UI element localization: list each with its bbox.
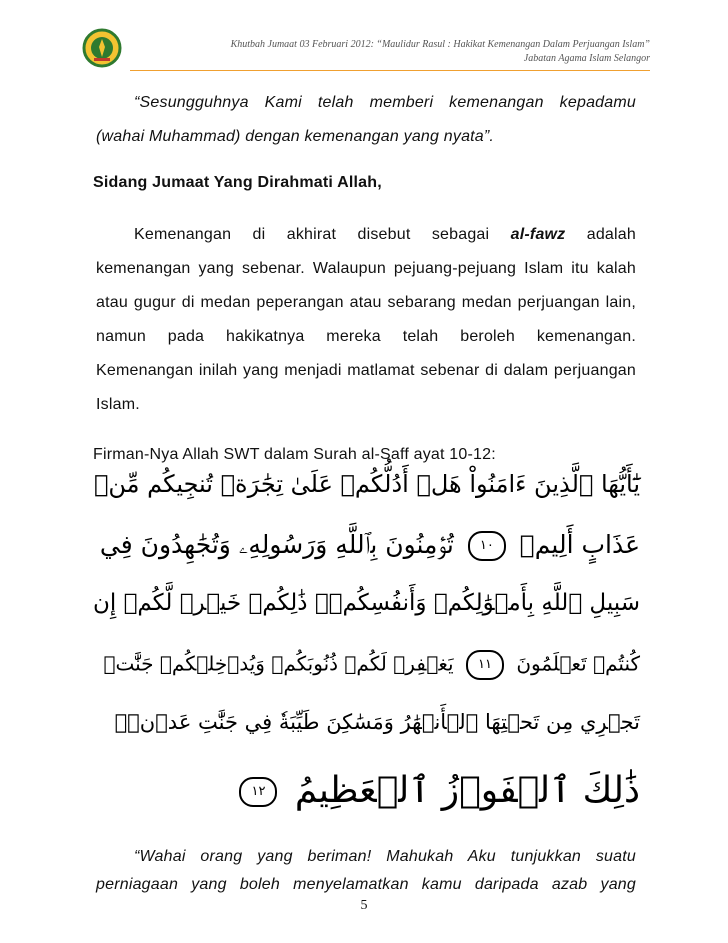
- jais-emblem-icon: [82, 28, 122, 68]
- header: [130, 38, 650, 66]
- paragraph-line: Islam.: [96, 396, 140, 413]
- translation-line: perniagaan yang boleh menyelamatkan kamu daripada azab yang: [96, 876, 636, 893]
- arabic-text: يَغۡفِرۡ لَكُمۡ ذُنُوبَكُمۡ وَيُدۡخِلۡكُمۡ جَنَّٰتٖ: [103, 651, 454, 676]
- translation-line: (wahai Muhammad) dengan kemenangan yang nyata”.: [96, 128, 495, 145]
- ayah-number-marker: ١٠: [468, 531, 506, 561]
- header-title: Khutbah Jumaat 03 Februari 2012: “Maulidur Rasul : Hakikat Kemenangan Dalam Perjuangan Islam”: [230, 39, 650, 50]
- paragraph-line: kemenangan yang sebenar. Walaupun pejuang-pejuang Islam itu kalah: [96, 260, 636, 277]
- arabic-verse-line: [92, 530, 640, 561]
- arabic-text: عَذَابٍ أَلِيمٖ: [519, 530, 640, 559]
- arabic-text: ذَٰلِكَ ٱلۡفَوۡزُ ٱلۡعَظِيمُ: [294, 770, 640, 811]
- arabic-text: كُنتُمۡ تَعۡلَمُونَ: [516, 651, 640, 676]
- header-organization: Jabatan Agama Islam Selangor: [523, 53, 650, 64]
- paragraph-line: namun pada hakikatnya mereka telah beroleh kemenangan.: [96, 328, 636, 345]
- ayah-number-marker: ١١: [466, 650, 504, 680]
- paragraph-line: atau gugur di medan peperangan atau sebarang medan perjuangan lain,: [96, 294, 636, 311]
- page-number: 5: [360, 898, 368, 913]
- paragraph-text: adalah: [565, 226, 636, 243]
- translation-line: “Sesungguhnya Kami telah memberi kemenangan kepadamu: [134, 94, 636, 111]
- paragraph-line: Kemenangan inilah yang menjadi matlamat sebenar di dalam perjuangan: [96, 362, 636, 379]
- translation-line: “Wahai orang yang beriman! Mahukah Aku tunjukkan suatu: [134, 848, 636, 865]
- arabic-verse-line: سَبِيلِ ٱللَّهِ بِأَمۡوَٰلِكُمۡ وَأَنفُسِكُمۡۚ ذَٰلِكُمۡ خَيۡرٞ لَّكُمۡ إِن: [92, 590, 640, 616]
- arabic-verse-line: يَٰٓأَيُّهَا ٱلَّذِينَ ءَامَنُواْ هَلۡ أَدُلُّكُمۡ عَلَىٰ تِجَٰرَةٖ تُنجِيكُم مِّنۡ: [93, 470, 640, 498]
- verse-reference: Firman-Nya Allah SWT dalam Surah al-Saff ayat 10-12:: [93, 446, 496, 463]
- section-heading: Sidang Jumaat Yang Dirahmati Allah,: [93, 174, 382, 191]
- arabic-verse-line: تَجۡرِي مِن تَحۡتِهَا ٱلۡأَنۡهَٰرُ وَمَسَٰكِنَ طَيِّبَةٗ فِي جَنَّٰتِ عَدۡنٖۚ: [114, 710, 640, 734]
- arabic-verse-line: [92, 770, 640, 811]
- paragraph-line: [96, 218, 636, 252]
- header-divider: [130, 70, 650, 71]
- arabic-verse-line: [92, 650, 640, 680]
- arabic-text: تُؤۡمِنُونَ بِٱللَّهِ وَرَسُولِهِۦ وَتُجَٰهِدُونَ فِي: [99, 530, 454, 559]
- ayah-number-marker: ١٢: [239, 777, 277, 807]
- term-al-fawz: al-fawz: [510, 226, 566, 243]
- paragraph-text: Kemenangan di akhirat disebut sebagai: [134, 226, 511, 243]
